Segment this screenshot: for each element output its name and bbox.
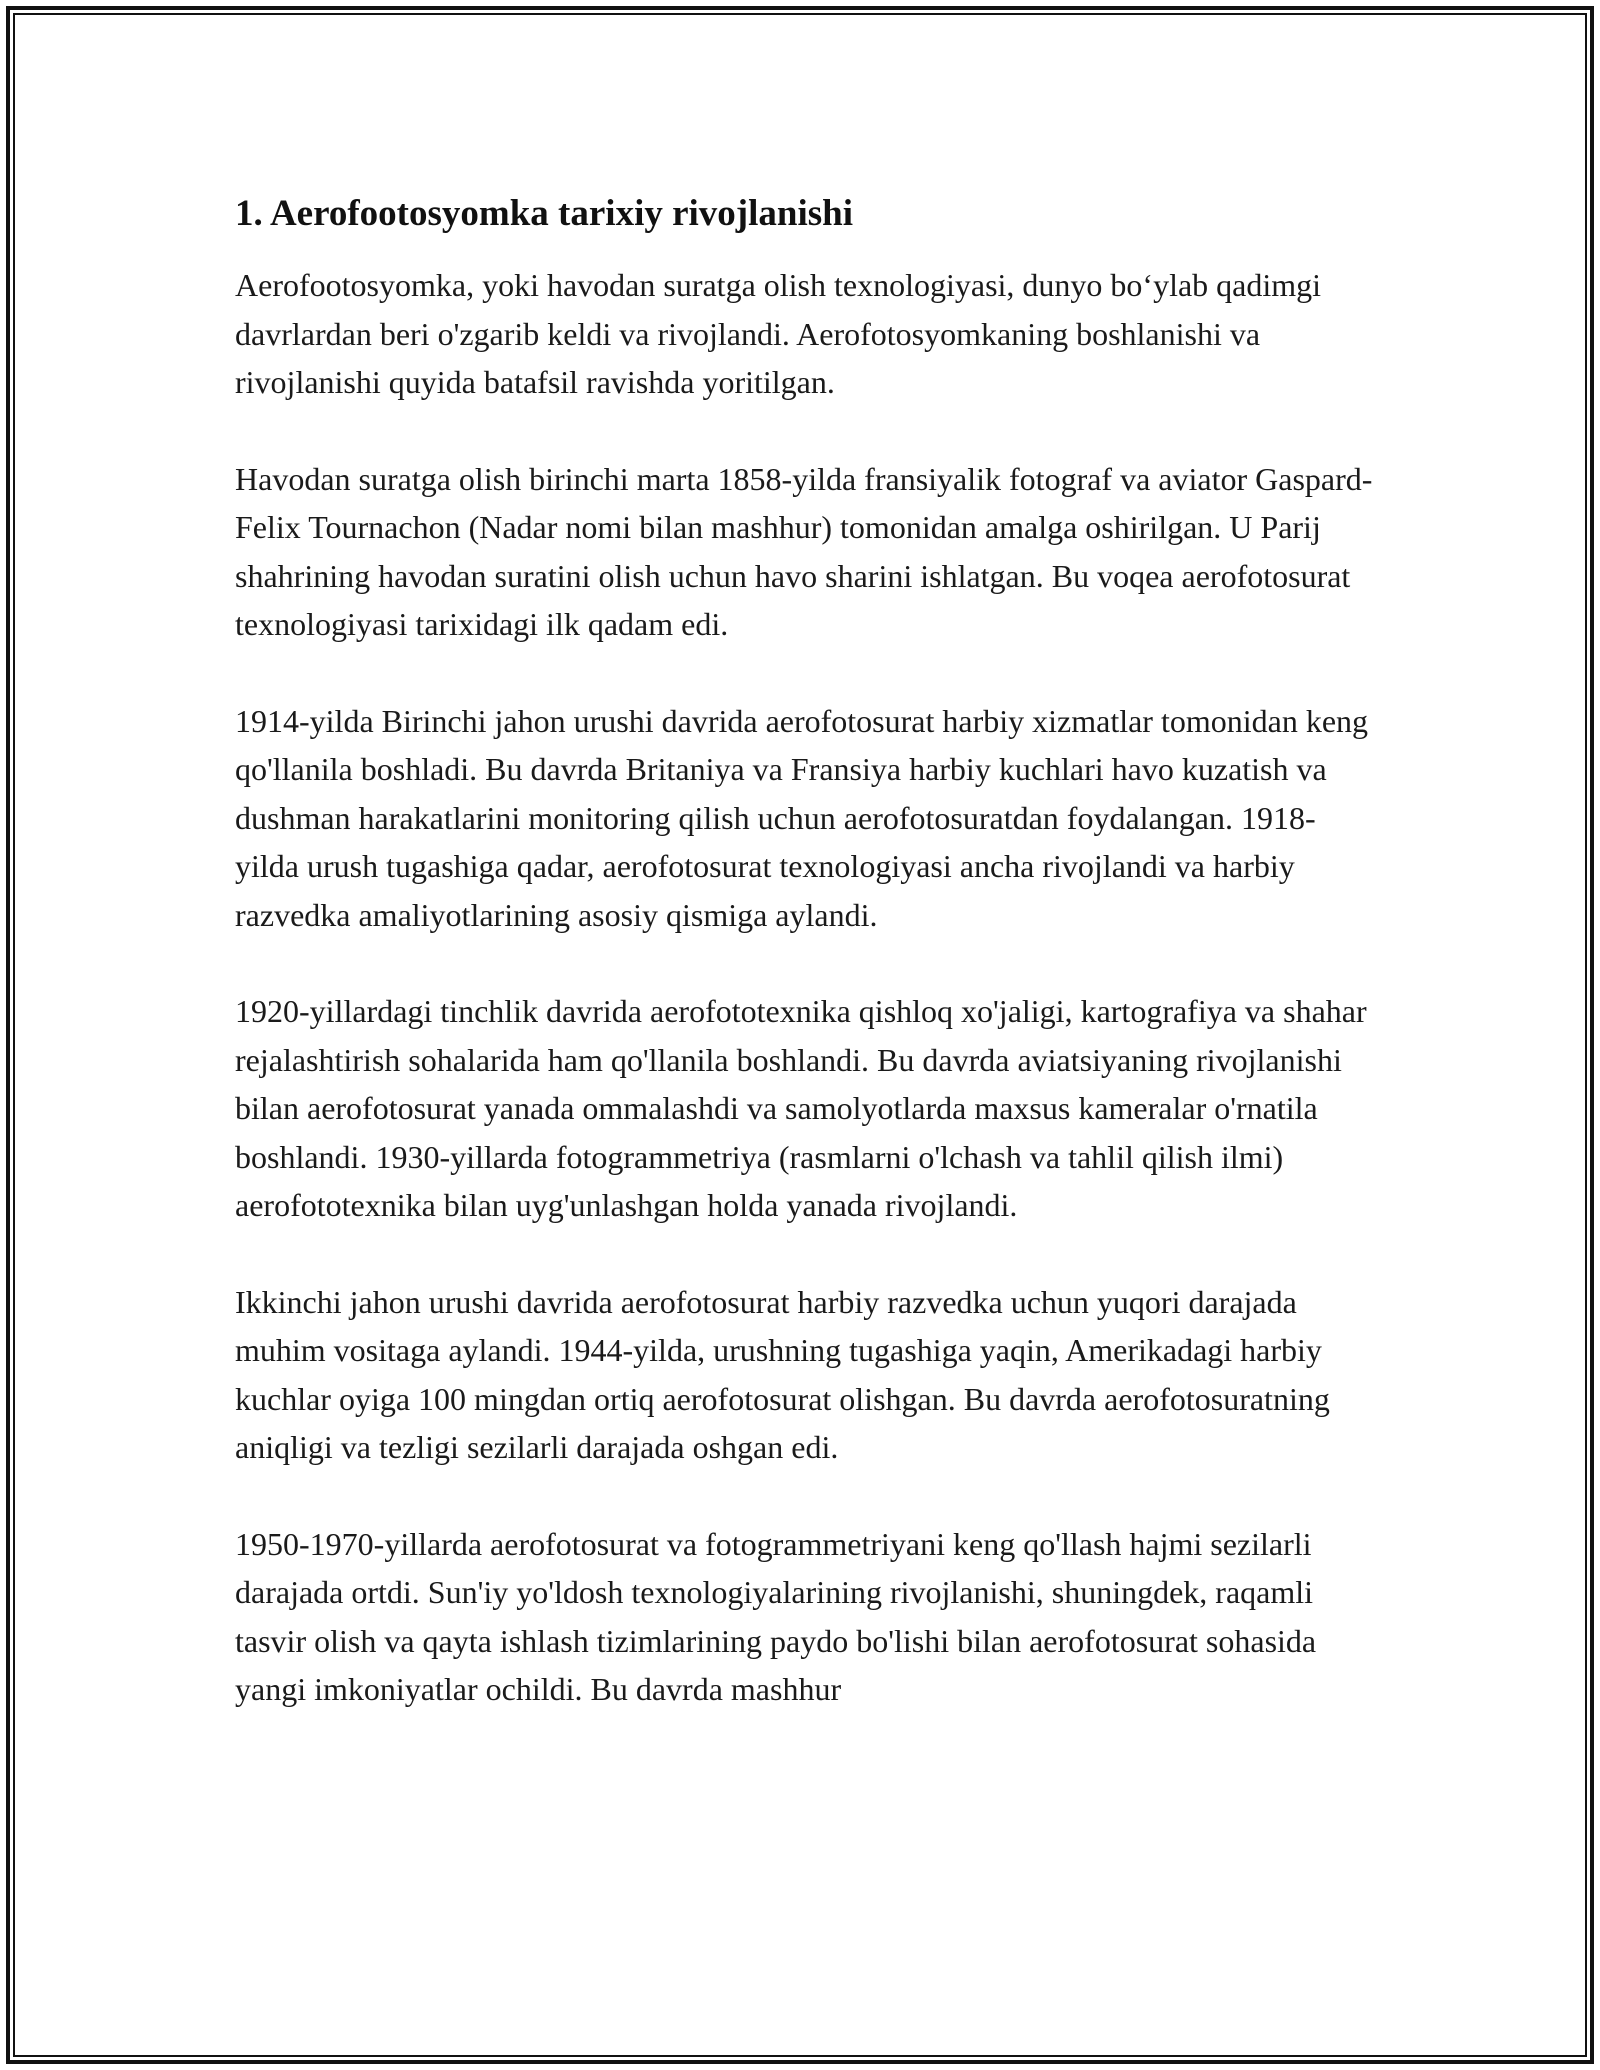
paragraph-intro: Aerofootosyomka, yoki havodan suratga olish texnologiyasi, dunyo bo‘ylab qadimgi davrlardan beri o'zgarib keldi va rivojlandi. Aerofotosyomkaning boshlanishi va rivojlanishi quyida batafsil ravishda yoritilgan.	[235, 267, 1322, 400]
section-heading: 1. Aerofootosyomka tarixiy rivojlanishi	[235, 193, 854, 234]
paragraph-1950-1970: 1950-1970-yillarda aerofotosurat va fotogrammetriyani keng qo'llash hajmi sezilarli darajada ortdi. Sun'iy yo'ldosh texnologiyalarining rivojlanishi, shuningdek, raqamli tasvir olish va qayta ishlash tizimlarining paydo bo'lishi bilan aerofotosurat sohasida yangi imkoniyatlar ochildi. Bu davrda mashhur	[235, 1525, 1317, 1707]
paragraph-ww1: 1914-yilda Birinchi jahon urushi davrida aerofotosurat harbiy xizmatlar tomonidan keng qo'llanila boshladi. Bu davrda Britaniya va Fransiya harbiy kuchlari havo kuzatish va dushman harakatlarini monitoring qilish uchun aerofotosuratdan foydalangan. 1918-yilda urush tugashiga qadar, aerofotosurat texnologiyasi ancha rivojlandi va harbiy razvedka amaliyotlarining asosiy qismiga aylandi.	[235, 702, 1369, 933]
paragraph-1920s: 1920-yillardagi tinchlik davrida aerofototexnika qishloq xo'jaligi, kartografiya va shahar rejalashtirish sohalarida ham qo'llanila boshlandi. Bu davrda aviatsiyaning rivojlanishi bilan aerofotosurat yanada ommalashdi va samolyotlarda maxsus kameralar o'rnatila boshlandi. 1930-yillarda fotogrammetriya (rasmlarni o'lchash va tahlil qilish ilmi) aerofototexnika bilan uyg'unlashgan holda yanada rivojlandi.	[235, 993, 1367, 1223]
paragraph-1858-nadar: Havodan suratga olish birinchi marta 1858-yilda fransiyalik fotograf va aviator Gaspard-Felix Tournachon (Nadar nomi bilan mashhur) tomonidan amalga oshirilgan. U Parij shahrining havodan suratini olish uchun havo sharini ishlatgan. Bu voqea aerofotosurat texnologiyasi tarixidagi ilk qadam edi.	[235, 460, 1373, 642]
paragraph-ww2: Ikkinchi jahon urushi davrida aerofotosurat harbiy razvedka uchun yuqori darajada muhim vositaga aylandi. 1944-yilda, urushning tugashiga yaqin, Amerikadagi harbiy kuchlar oyiga 100 mingdan ortiq aerofotosurat olishgan. Bu davrda aerofotosuratning aniqligi va tezligi sezilarli darajada oshgan edi.	[235, 1283, 1330, 1465]
document-page	[235, 188, 1375, 1714]
